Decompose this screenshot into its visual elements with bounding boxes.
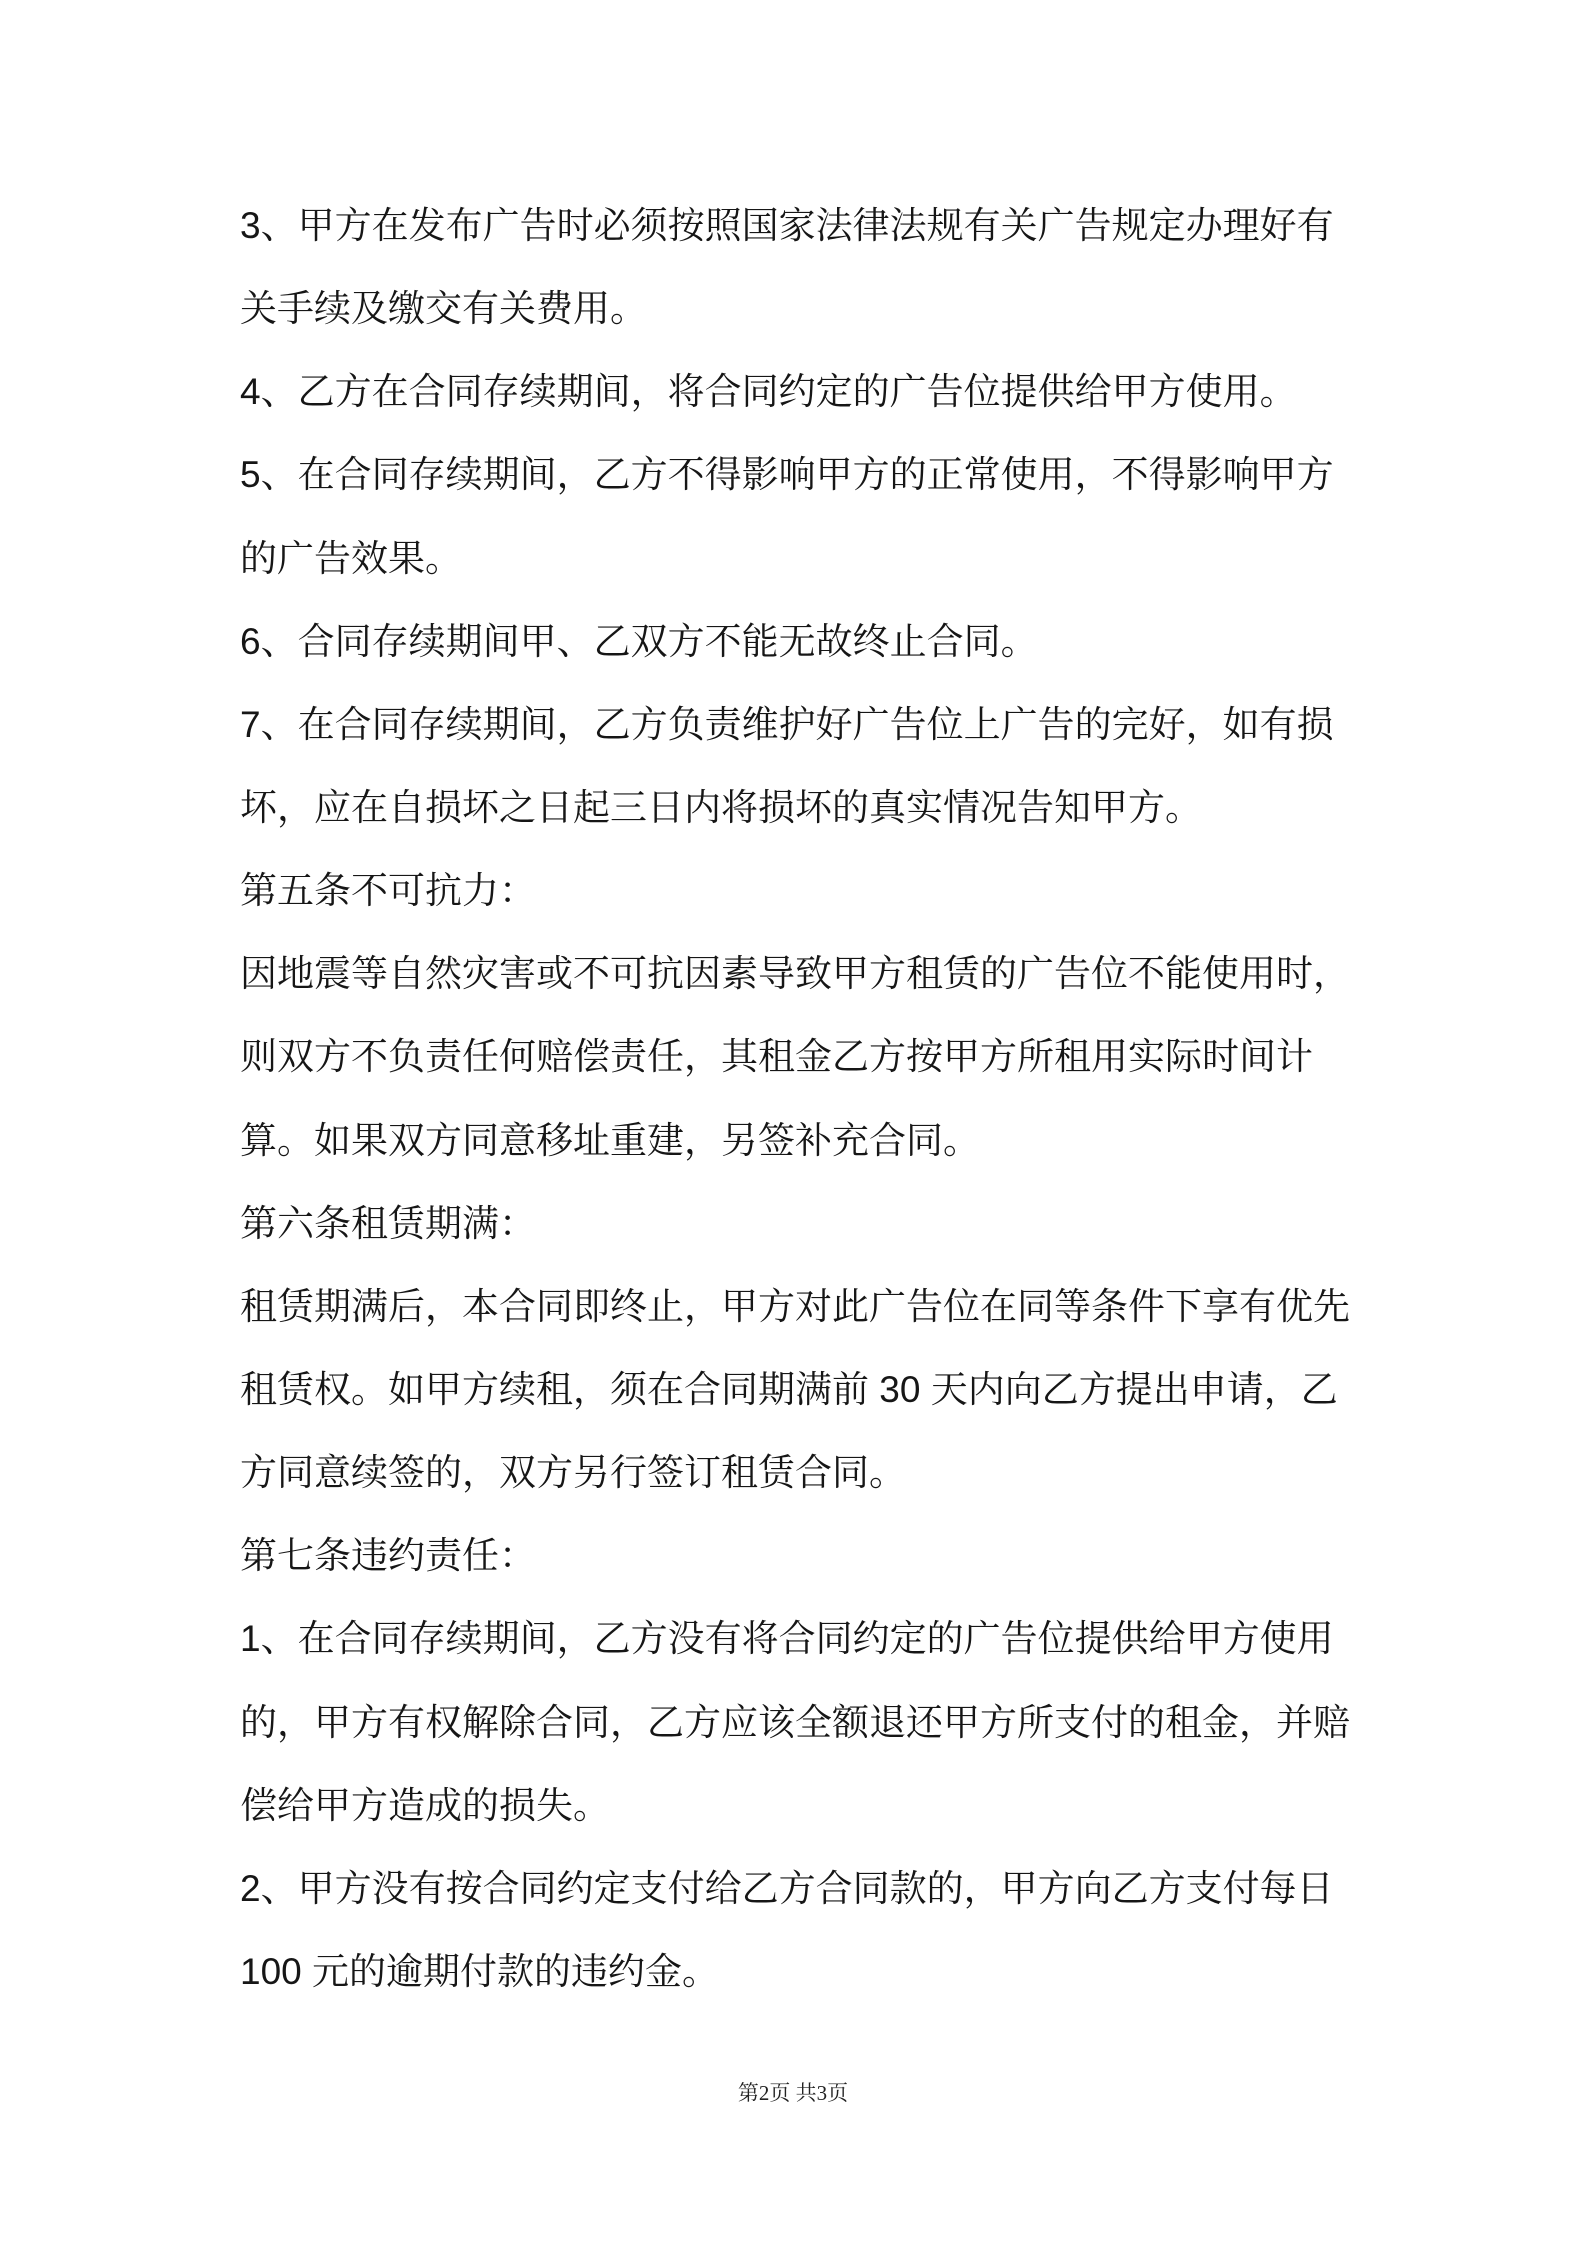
lease-expiry-line-3: 方同意续签的，双方另行签订租赁合同。 xyxy=(240,1452,906,1494)
clause-4-line-1: 4、乙方在合同存续期间，将合同约定的广告位提供给甲方使用。 xyxy=(240,371,1297,413)
clause-3-line-1: 3、甲方在发布广告时必须按照国家法律法规有关广告规定办理好有 xyxy=(240,205,1334,246)
breach-clause-2-line-2: 100 元的逾期付款的违约金。 xyxy=(240,1950,720,1992)
clause-7-line-2: 坏，应在自损坏之日起三日内将损坏的真实情况告知甲方。 xyxy=(240,786,1202,828)
clause-5-line-1: 5、在合同存续期间，乙方不得影响甲方的正常使用，不得影响甲方 xyxy=(240,454,1334,496)
section-heading-breach-liability: 第七条违约责任： xyxy=(240,1535,536,1577)
lease-expiry-line-1: 租赁期满后，本合同即终止，甲方对此广告位在同等条件下享有优先 xyxy=(240,1285,1350,1327)
force-majeure-line-2: 则双方不负责任何赔偿责任，其租金乙方按甲方所租用实际时间计 xyxy=(240,1036,1313,1078)
section-heading-lease-expiry: 第六条租赁期满： xyxy=(240,1202,536,1244)
clause-3-line-2: 关手续及缴交有关费用。 xyxy=(240,288,647,330)
force-majeure-line-3: 算。如果双方同意移址重建，另签补充合同。 xyxy=(240,1119,980,1161)
page-number-footer: 第2页 共3页 xyxy=(737,2081,849,2105)
breach-clause-1-line-2: 的，甲方有权解除合同，乙方应该全额退还甲方所支付的租金，并赔 xyxy=(240,1701,1350,1743)
lease-expiry-line-2: 租赁权。如甲方续租，须在合同期满前 30 天内向乙方提出申请，乙 xyxy=(240,1368,1338,1410)
force-majeure-line-1: 因地震等自然灾害或不可抗因素导致甲方租赁的广告位不能使用时， xyxy=(240,953,1350,995)
breach-clause-2-line-1: 2、甲方没有按合同约定支付给乙方合同款的，甲方向乙方支付每日 xyxy=(240,1867,1334,1909)
contract-body xyxy=(240,184,1380,2013)
clause-5-line-2: 的广告效果。 xyxy=(240,537,462,579)
breach-clause-1-line-3: 偿给甲方造成的损失。 xyxy=(240,1784,610,1826)
breach-clause-1-line-1: 1、在合同存续期间，乙方没有将合同约定的广告位提供给甲方使用 xyxy=(240,1618,1334,1660)
clause-6-line-1: 6、合同存续期间甲、乙双方不能无故终止合同。 xyxy=(240,620,1038,662)
clause-7-line-1: 7、在合同存续期间，乙方负责维护好广告位上广告的完好，如有损 xyxy=(240,703,1334,745)
section-heading-force-majeure: 第五条不可抗力： xyxy=(240,870,536,912)
